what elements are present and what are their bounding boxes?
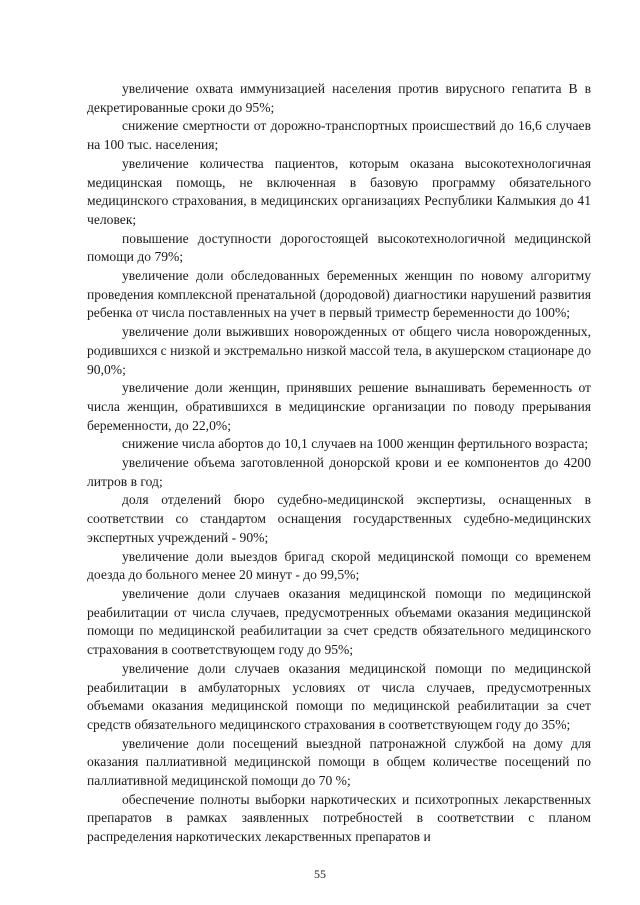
paragraph-abortion-reduction: снижение числа абортов до 10,1 случаев на 1000 женщин фертильного возраста;	[122, 436, 589, 452]
paragraph-outpatient-rehabilitation: увеличение доли случаев оказания медицинской помощи по медицинской реабилитации в амбулаторных условиях от числа случаев, предусмотренных объемами оказания медицинской помощи по медицинской реабилитации за счет средств обязательного медицинского страхования в соответствующем году до 35%;	[87, 660, 591, 732]
paragraph-road-accident-mortality: снижение смертности от дорожно-транспортных происшествий до 16,6 случаев на 100 тыс. населения;	[87, 118, 591, 153]
paragraph-newborn-survival: увеличение доли выживших новорожденных от общего числа новорожденных, родившихся с низкой и экстремально низкой массой тела, в акушерском стационаре до 90,0%;	[87, 324, 591, 377]
paragraph-forensic-equipment: доля отделений бюро судебно-медицинской экспертизы, оснащенных в соответствии со стандартом оснащения государственных судебно-медицинских экспертных учреждений - 90%;	[87, 492, 591, 545]
paragraph-ambulance-response: увеличение доли выездов бригад скорой медицинской помощи со временем доезда до больного менее 20 минут - до 99,5%;	[87, 548, 591, 583]
paragraph-donor-blood: увеличение объема заготовленной донорской крови и ее компонентов до 4200 литров в год;	[87, 455, 591, 489]
paragraph-rehabilitation: увеличение доли случаев оказания медицинской помощи по медицинской реабилитации от числа случаев, предусмотренных объемами оказания медицинской помощи по медицинской реабилитации за счет средств обязательного медицинского страхования в соответствующем году до 95%;	[87, 585, 591, 658]
body-text	[87, 80, 591, 847]
paragraph-expensive-care-availability: повышение доступности дорогостоящей высокотехнологичной медицинской помощи до 79%;	[87, 230, 591, 265]
paragraph-prenatal-diagnostics: увеличение доли обследованных беременных женщин по новому алгоритму проведения комплексной пренатальной (дородовой) диагностики нарушений развития ребенка от числа поставленных на учет в первый триместр беременности до 100%;	[87, 268, 591, 321]
paragraph-narcotic-drugs: обеспечение полноты выборки наркотических и психотропных лекарственных препаратов в рамках заявленных потребностей в соответствии с планом распределения наркотических лекарственных препаратов и	[87, 791, 591, 845]
page-number: 55	[314, 867, 326, 881]
paragraph-hepatitis-b-immunization: увеличение охвата иммунизацией населения против вирусного гепатита В в декретированные сроки до 95%;	[87, 81, 591, 115]
paragraph-pregnancy-continuation: увеличение доли женщин, принявших решение вынашивать беременность от числа женщин, обратившихся в медицинские организации по поводу прерывания беременности, до 22,0%;	[87, 380, 591, 433]
paragraph-high-tech-care-patients: увеличение количества пациентов, которым оказана высокотехнологичная медицинская помощь, не включенная в базовую программу обязательного медицинского страхования, в медицинских организациях Республики Калмыкия до 41 человек;	[87, 155, 591, 227]
paragraph-palliative-home-visits: увеличение доли посещений выездной патронажной службой на дому для оказания паллиативной медицинской помощи в общем количестве посещений по паллиативной медицинской помощи до 70 %;	[87, 735, 591, 789]
